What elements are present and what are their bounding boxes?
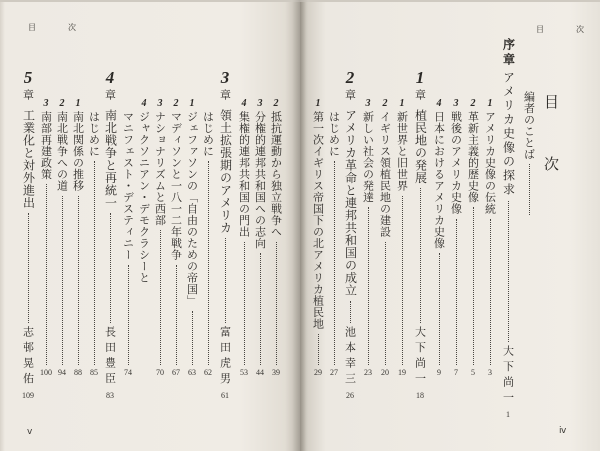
page-number: 1 bbox=[506, 410, 510, 419]
page-number: 74 bbox=[124, 368, 132, 377]
dot-leader bbox=[529, 164, 530, 215]
section-title: ナショナリズムと西部 bbox=[153, 111, 167, 226]
page-folio: ⅳ bbox=[559, 425, 567, 435]
chapter-title: 植民地の発展 bbox=[413, 109, 428, 184]
dot-leader bbox=[94, 161, 95, 365]
author-name: 志邨晃佑 bbox=[21, 326, 35, 388]
chapter-label: 章 bbox=[218, 89, 232, 100]
page-number: 9 bbox=[437, 368, 441, 377]
toc-section-entry bbox=[184, 97, 200, 378]
section-number: 2 bbox=[59, 98, 65, 109]
running-header: 目 次 bbox=[28, 23, 88, 32]
section-number: 2 bbox=[173, 98, 179, 109]
section-title: 新世界と旧世界 bbox=[395, 111, 409, 192]
chapter-title: 工業化と対外進出 bbox=[21, 109, 36, 209]
prologue-label: 序章 bbox=[501, 38, 516, 68]
section-number: 1 bbox=[315, 98, 321, 109]
toc-section-entry bbox=[70, 97, 86, 378]
page-number: 88 bbox=[74, 368, 82, 377]
page-number: 53 bbox=[240, 368, 248, 377]
dot-leader bbox=[128, 265, 129, 366]
page-number: 83 bbox=[106, 391, 114, 400]
toc-front-matter-entry bbox=[521, 90, 537, 218]
section-number: 1 bbox=[399, 98, 405, 109]
toc-chapter-entry bbox=[20, 68, 36, 401]
section-title-continued: マニフェスト・デスティニー bbox=[121, 111, 135, 261]
prologue-title: アメリカ史像の探求 bbox=[501, 71, 516, 197]
dot-leader bbox=[473, 207, 474, 365]
section-title: マディソンと一八一二年戦争 bbox=[169, 111, 183, 261]
section-number: 3 bbox=[257, 98, 263, 109]
dot-leader bbox=[276, 242, 277, 366]
page-number: 18 bbox=[416, 391, 424, 400]
section-number: 2 bbox=[273, 98, 279, 109]
chapter-number: 1 bbox=[415, 68, 425, 87]
dot-leader bbox=[192, 311, 193, 366]
right-page bbox=[300, 0, 600, 451]
dot-leader bbox=[176, 265, 177, 366]
toc-chapter-entry bbox=[217, 68, 233, 401]
dot-leader bbox=[420, 188, 421, 323]
chapter-number: 4 bbox=[105, 68, 115, 87]
section-number: 1 bbox=[189, 98, 195, 109]
page-number: 63 bbox=[188, 368, 196, 377]
section-number: 3 bbox=[43, 98, 49, 109]
dot-leader bbox=[508, 201, 509, 342]
section-title: 南部再建政策 bbox=[39, 111, 53, 180]
toc-chapter-entry bbox=[102, 68, 118, 401]
dot-leader bbox=[46, 184, 47, 365]
toc-section-entry bbox=[38, 97, 54, 378]
dot-leader bbox=[208, 161, 209, 365]
page-number: 29 bbox=[314, 368, 322, 377]
dot-leader bbox=[368, 207, 369, 365]
section-number: 3 bbox=[157, 98, 163, 109]
section-number: 4 bbox=[141, 98, 147, 109]
section-title: 日本におけるアメリカ史像 bbox=[432, 111, 446, 249]
toc-section-entry bbox=[136, 97, 152, 284]
chapter-title: 領土拡張期のアメリカ bbox=[218, 109, 233, 234]
dot-leader bbox=[225, 238, 226, 323]
dot-leader bbox=[244, 242, 245, 366]
dot-leader bbox=[385, 242, 386, 366]
toc-section-entry bbox=[236, 97, 252, 378]
page-number: 109 bbox=[22, 391, 34, 400]
toc-section-entry bbox=[168, 97, 184, 378]
toc-section-entry bbox=[394, 97, 410, 378]
dot-leader bbox=[260, 253, 261, 365]
chapter-label: 章 bbox=[343, 89, 357, 100]
front-matter-title: 編者のことば bbox=[522, 91, 536, 160]
page-number: 100 bbox=[40, 368, 52, 377]
toc-section-entry bbox=[310, 97, 326, 378]
chapter-number: 2 bbox=[345, 68, 355, 87]
page-number: 5 bbox=[471, 368, 475, 377]
toc-section-entry bbox=[200, 97, 216, 378]
dot-leader bbox=[334, 161, 335, 365]
toc-section-entry bbox=[377, 97, 393, 378]
chapter-number: 5 bbox=[23, 68, 33, 87]
author-name: 池本幸三 bbox=[343, 326, 357, 388]
page-number: 70 bbox=[156, 368, 164, 377]
chapter-title: アメリカ革命と連邦共和国の成立 bbox=[343, 109, 358, 297]
page-number: 62 bbox=[204, 368, 212, 377]
dot-leader bbox=[350, 301, 351, 324]
section-title: ジャクソニアン・デモクラシーと bbox=[137, 111, 151, 284]
section-number: 4 bbox=[241, 98, 247, 109]
section-number: 2 bbox=[470, 98, 476, 109]
author-name: 大下尚一 bbox=[413, 326, 427, 388]
page-number: 94 bbox=[58, 368, 66, 377]
toc-section-entry bbox=[252, 97, 268, 378]
chapter-label: 章 bbox=[103, 89, 117, 100]
toc-chapter-entry bbox=[342, 68, 358, 401]
toc-chapter-entry bbox=[412, 68, 428, 401]
section-title: 抵抗運動から独立戦争へ bbox=[269, 111, 283, 238]
section-title: 革新主義的歴史像 bbox=[466, 111, 480, 203]
author-name: 大下尚一 bbox=[501, 345, 515, 407]
dot-leader bbox=[110, 213, 111, 323]
dot-leader bbox=[439, 253, 440, 365]
toc-section-entry bbox=[54, 97, 70, 378]
toc-section-entry bbox=[465, 97, 481, 378]
page-folio: ⅴ bbox=[27, 426, 33, 436]
section-number: 1 bbox=[75, 98, 81, 109]
section-title: 南北関係の推移 bbox=[71, 111, 85, 192]
toc-section-entry bbox=[326, 97, 342, 378]
section-number: 2 bbox=[382, 98, 388, 109]
page-number: 19 bbox=[398, 368, 406, 377]
dot-leader bbox=[78, 196, 79, 366]
chapter-label: 章 bbox=[413, 89, 427, 100]
toc-prologue-entry bbox=[500, 38, 516, 420]
section-title: イギリス領植民地の建設 bbox=[378, 111, 392, 238]
dot-leader bbox=[160, 230, 161, 365]
dot-leader bbox=[318, 334, 319, 366]
dot-leader bbox=[456, 219, 457, 366]
page-number: 27 bbox=[330, 368, 338, 377]
chapter-number: 3 bbox=[220, 68, 230, 87]
dot-leader bbox=[62, 196, 63, 366]
toc-section-entry bbox=[448, 97, 464, 378]
section-title: はじめに bbox=[87, 111, 101, 157]
section-number: 3 bbox=[365, 98, 371, 109]
page-number: 26 bbox=[346, 391, 354, 400]
section-title: 南北戦争への道 bbox=[55, 111, 69, 192]
toc-title: 目 次 bbox=[542, 94, 560, 187]
author-name: 長田豊臣 bbox=[103, 326, 117, 388]
section-number: 1 bbox=[487, 98, 493, 109]
page-number: 3 bbox=[488, 368, 492, 377]
section-title: ジェファソンの「自由のための帝国」 bbox=[185, 111, 199, 307]
toc-section-entry bbox=[86, 97, 102, 378]
section-title: はじめに bbox=[327, 111, 341, 157]
page-number: 7 bbox=[454, 368, 458, 377]
section-title: 集権的連邦共和国の門出 bbox=[237, 111, 251, 238]
running-header: 目 次 bbox=[536, 25, 596, 34]
page-number: 85 bbox=[90, 368, 98, 377]
toc-section-entry bbox=[482, 97, 498, 378]
toc-section-entry-continued bbox=[120, 110, 136, 378]
section-title: 戦後のアメリカ史像 bbox=[449, 111, 463, 215]
page-number: 20 bbox=[381, 368, 389, 377]
section-title: 新しい社会の発達 bbox=[361, 111, 375, 203]
dot-leader bbox=[28, 213, 29, 323]
section-title: はじめに bbox=[201, 111, 215, 157]
chapter-title: 南北戦争と再統一 bbox=[103, 109, 118, 209]
author-name: 富田虎男 bbox=[218, 326, 232, 388]
page-number: 67 bbox=[172, 368, 180, 377]
section-title: アメリカ史像の伝統 bbox=[483, 111, 497, 215]
page-number: 61 bbox=[221, 391, 229, 400]
section-number: 4 bbox=[436, 98, 442, 109]
toc-section-entry bbox=[360, 97, 376, 378]
page-number: 23 bbox=[364, 368, 372, 377]
page-number: 44 bbox=[256, 368, 264, 377]
page-number: 39 bbox=[272, 368, 280, 377]
section-title: 分権的連邦共和国への志向 bbox=[253, 111, 267, 249]
toc-section-entry bbox=[152, 97, 168, 378]
chapter-label: 章 bbox=[21, 89, 35, 100]
toc-section-entry bbox=[268, 97, 284, 378]
toc-section-entry bbox=[431, 97, 447, 378]
dot-leader bbox=[490, 219, 491, 366]
section-number: 3 bbox=[453, 98, 459, 109]
dot-leader bbox=[402, 196, 403, 366]
section-title: 第一次イギリス帝国下の北アメリカ植民地 bbox=[311, 111, 325, 330]
